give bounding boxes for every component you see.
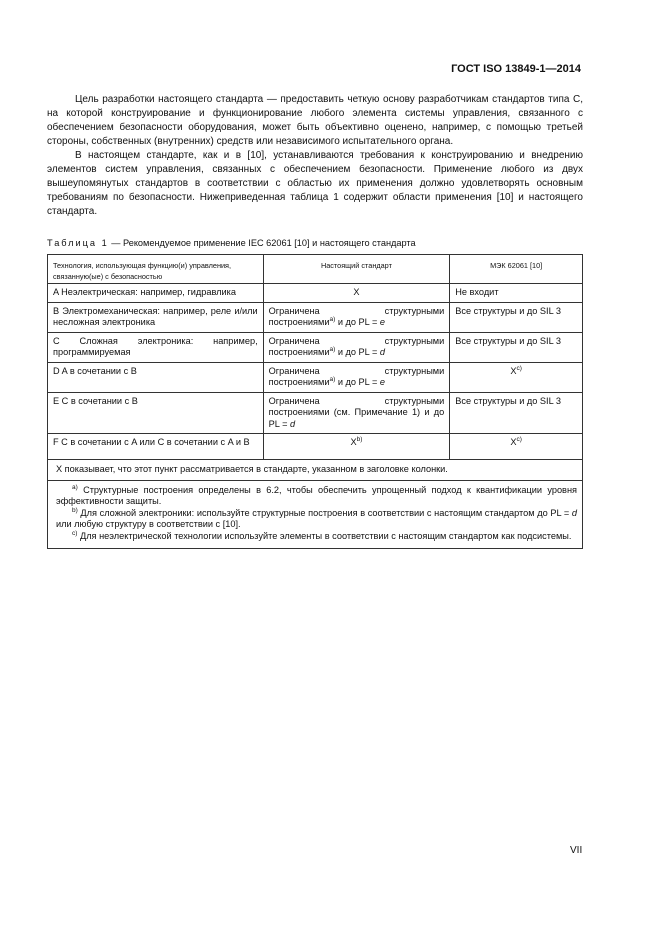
paragraph-2: В настоящем стандарте, как и в [10], устанавливаются требования к конструированию и внедрению элементов систем управления, связанных с обеспечением безопасности. Применение любого из двух вышеупомянутых стандартов в соответствии с областью их применения должно удовлетворять основным требованиям по безопасности. Нижеприведенная таблица 1 содержит области применения [10] и настоящего стандарта. xyxy=(47,150,583,217)
footnote-c: $^{c)}$ Для неэлектрической технологии используйте элементы в соответствии с настоящим стандартом как подсистемы. xyxy=(72,529,572,541)
cell-technology: C Сложная электроника: например, программируемая xyxy=(48,332,264,362)
table-row xyxy=(48,434,583,460)
cell-iec: $X^{c)}$ xyxy=(450,362,583,392)
table-row xyxy=(48,392,583,434)
table-caption-label: Таблица 1 xyxy=(47,238,109,248)
table-footnotes-row xyxy=(48,480,583,549)
cell-this-standard: Ограничена структурными построениями (см. Примечание 1) и до PL = d xyxy=(263,392,450,434)
body-text xyxy=(47,93,583,219)
table-row xyxy=(48,362,583,392)
header-technology: Технология, использующая функцию(и) управления, связанную(ые) с безопасностью xyxy=(48,255,264,284)
cell-iec: Все структуры и до SIL 3 xyxy=(450,332,583,362)
header-this-standard: Настоящий стандарт xyxy=(263,255,450,284)
cell-technology: E C в сочетании с B xyxy=(48,392,264,434)
footnote-b: $^{b)}$ Для сложной электроники: используйте структурные построения в соответствии с настоящим стандартом до PL = d или любую структуру в соответствии с [10]. xyxy=(56,506,577,529)
cell-iec: Не входит xyxy=(450,284,583,303)
table-header-row xyxy=(48,255,583,284)
cell-iec: Все структуры и до SIL 3 xyxy=(450,302,583,332)
cell-technology: B Электромеханическая: например, реле и/или несложная электроника xyxy=(48,302,264,332)
table-note-row xyxy=(48,460,583,481)
cell-this-standard: X xyxy=(263,284,450,303)
footnotes xyxy=(48,480,583,549)
table-row xyxy=(48,284,583,303)
cell-this-standard: Ограничена структурными построениями$^{a)}$ и до PL = e xyxy=(263,362,450,392)
cell-this-standard: Ограничена структурными построениями$^{a)}$ и до PL = d xyxy=(263,332,450,362)
footnote-a: $^{a)}$ Структурные построения определены в 6.2, чтобы обеспечить упрощенный подход к квантификации уровня эффективности защиты. xyxy=(56,483,577,506)
cell-technology: F C в сочетании с A или C в сочетании с A и B xyxy=(48,434,264,460)
cell-this-standard: $X^{b)}$ xyxy=(263,434,450,460)
x-note: X показывает, что этот пункт рассматривается в стандарте, указанном в заголовке колонки. xyxy=(48,460,583,481)
table-row xyxy=(48,302,583,332)
document-code: ГОСТ ISO 13849-1—2014 xyxy=(451,63,581,75)
cell-technology: D A в сочетании с B xyxy=(48,362,264,392)
table-caption xyxy=(47,238,587,248)
paragraph-1: Цель разработки настоящего стандарта — предоставить четкую основу разработчикам стандартов типа С, на которой конструирование и функционирование любого элемента системы управления, связанного с обеспечением безопасности оборудования, может быть объективно оценено, например, с помощью третьей стороны, собственных (внутренних) средств или независимого испытательного органа. xyxy=(47,94,583,147)
cell-this-standard: Ограничена структурными построениями$^{a)}$ и до PL = e xyxy=(263,302,450,332)
header-iec: МЭК 62061 [10] xyxy=(450,255,583,284)
table-row xyxy=(48,332,583,362)
cell-iec: Все структуры и до SIL 3 xyxy=(450,392,583,434)
cell-iec: $X^{c)}$ xyxy=(450,434,583,460)
cell-technology: A Неэлектрическая: например, гидравлика xyxy=(48,284,264,303)
table-caption-text: — Рекомендуемое применение IEC 62061 [10] и настоящего стандарта xyxy=(108,238,416,248)
application-table xyxy=(47,254,583,549)
page-number: VII xyxy=(570,845,583,856)
